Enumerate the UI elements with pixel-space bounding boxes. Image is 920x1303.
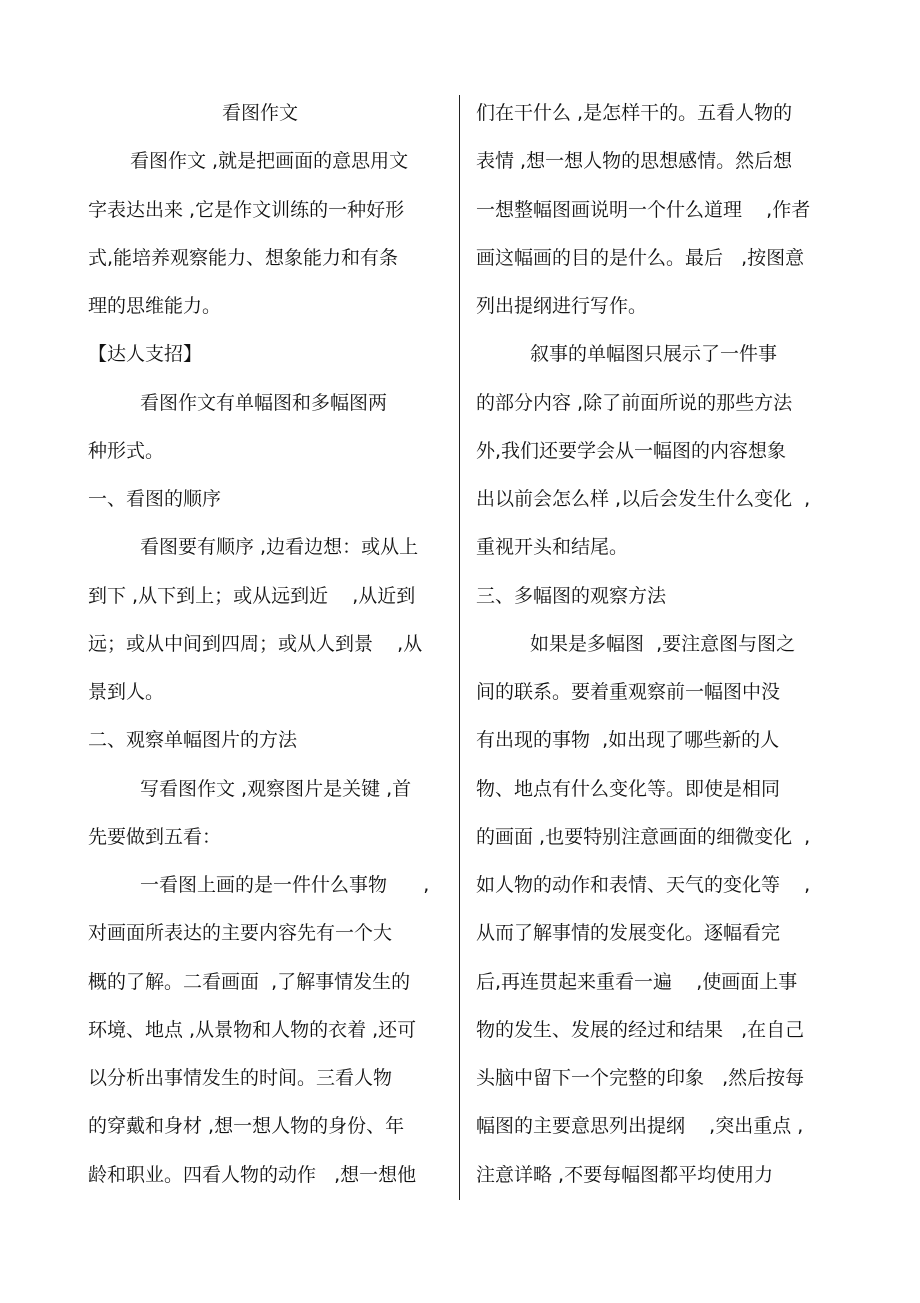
right-column-line: 物的发生、发展的经过和结果 ,在自己: [476, 1018, 805, 1041]
right-column-line: 如人物的动作和表情、天气的变化等 ,: [476, 874, 811, 896]
right-column-line: 的部分内容 ,除了前面所说的那些方法: [476, 391, 793, 414]
right-column-line: 幅图的主要意思列出提纲 ,突出重点 ,: [476, 1115, 804, 1138]
left-column-line: 一看图上画的是一件什么事物 ,: [140, 874, 430, 896]
left-column-line: 看图要有顺序 ,边看边想：或从上: [140, 536, 419, 559]
right-column-line: 的画面 ,也要特别注意画面的细微变化 ,: [476, 825, 811, 848]
left-column-line: 二、观察单幅图片的方法: [88, 729, 298, 752]
right-column-line: 列出提纲进行写作。: [476, 295, 648, 317]
right-column-line: 如果是多幅图 ,要注意图与图之: [530, 632, 796, 655]
left-column-line: 到下 ,从下到上；或从远到近 ,从近到: [88, 584, 416, 607]
right-column-line: 间的联系。要着重观察前一幅图中没: [476, 681, 781, 703]
left-column-line: 一、看图的顺序: [88, 488, 222, 510]
left-column-line: 看图作文 ,就是把画面的意思用文: [130, 150, 409, 173]
left-column-line: 以分析出事情发生的时间。三看人物: [88, 1067, 393, 1089]
left-column-line: 【达人支招】: [88, 343, 203, 366]
left-column-line: 种形式。: [88, 439, 165, 462]
right-column-line: 们在干什么 ,是怎样干的。五看人物的: [476, 102, 793, 124]
right-column-line: 表情 ,想一想人物的思想感情。然后想: [476, 150, 793, 173]
left-column-line: 龄和职业。四看人物的动作 ,想一想他: [88, 1163, 417, 1186]
right-column-line: 重视开头和结尾。: [476, 536, 629, 559]
right-column-line: 物、地点有什么变化等。即使是相同: [476, 777, 781, 800]
right-column-line: 三、多幅图的观察方法: [476, 584, 667, 607]
right-column-line: 后,再连贯起来重看一遍 ,使画面上事: [476, 970, 798, 993]
left-column-line: 环境、地点 ,从景物和人物的衣着 ,还可: [88, 1018, 417, 1041]
right-column-line: 有出现的事物 ,如出现了哪些新的人: [476, 729, 780, 752]
right-column-line: 外,我们还要学会从一幅图的内容想象: [476, 439, 787, 462]
right-column-line: 出以前会怎么样 ,以后会发生什么变化 ,: [476, 488, 811, 510]
left-column-line: 远；或从中间到四周；或从人到景 ,从: [88, 632, 423, 655]
right-column-line: 画这幅画的目的是什么。最后 ,按图意: [476, 246, 805, 269]
left-column-line: 的穿戴和身材 ,想一想人物的身份、年: [88, 1115, 405, 1138]
right-column-line: 从而了解事情的发展变化。逐幅看完: [476, 922, 781, 945]
column-divider: [459, 95, 460, 1200]
left-column-line: 对画面所表达的主要内容先有一个大: [88, 922, 393, 945]
right-column-line: 头脑中留下一个完整的印象 ,然后按每: [476, 1067, 805, 1089]
left-column-line: 式,能培养观察能力、想象能力和有条: [88, 246, 399, 269]
document-title: 看图作文: [222, 102, 299, 124]
left-column-line: 写看图作文 ,观察图片是关键 ,首: [140, 777, 412, 800]
right-column-line: 注意详略 ,不要每幅图都平均使用力: [476, 1163, 774, 1186]
left-column-line: 景到人。: [88, 681, 165, 703]
left-column-line: 先要做到五看：: [88, 825, 222, 848]
left-column-line: 字表达出来 ,它是作文训练的一种好形: [88, 198, 405, 221]
right-column-line: 一想整幅图画说明一个什么道理 ,作者: [476, 198, 811, 221]
left-column-line: 理的思维能力。: [88, 295, 222, 317]
left-column-line: 看图作文有单幅图和多幅图两: [140, 391, 388, 414]
right-column-line: 叙事的单幅图只展示了一件事: [530, 343, 778, 366]
left-column-line: 概的了解。二看画面 ,了解事情发生的: [88, 970, 411, 993]
